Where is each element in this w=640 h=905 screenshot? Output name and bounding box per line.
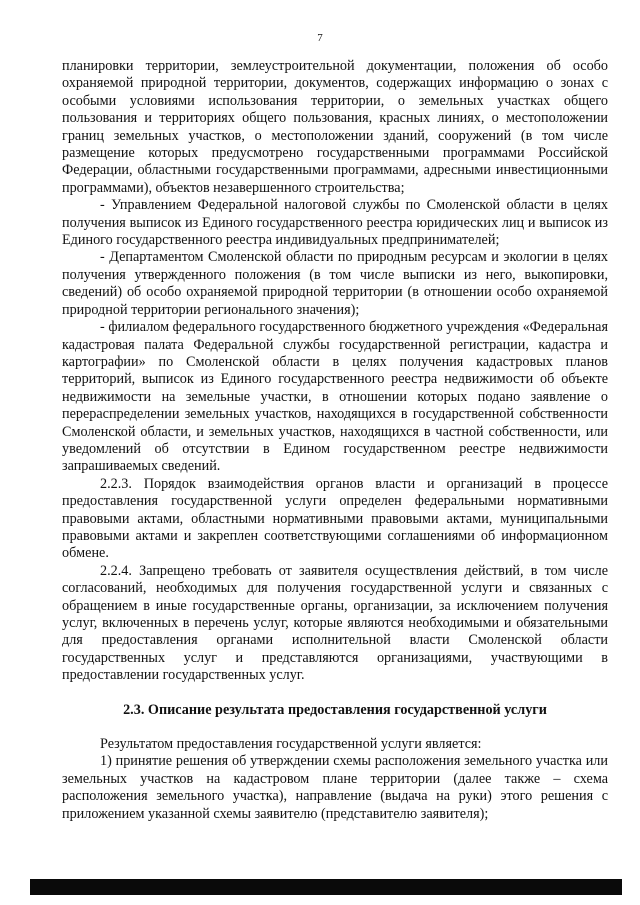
paragraph-2-2-4: 2.2.4. Запрещено требовать от заявителя осуществления действий, в том числе согласований, необходимых для получения государственной услуги и связанных с обращением в иные государственные органы, организации, за исключением получения услуг, включенных в перечень услуг, которые являются необходимыми и обязательными для предоставления органами исполнительной власти Смоленской области государственных услуг и представляются организациями, участвующими в предоставлении государственных услуг. [62,562,608,684]
document-body [62,58,608,823]
paragraph-natural-resources-department: - Департаментом Смоленской области по природным ресурсам и экологии в целях получения утвержденного положения (в том числе выписки из него, выкопировки, сведений) об особо охраняемой природной территории (в отношении особо охраняемой природной территории регионального значения); [62,249,608,318]
paragraph-continuation: планировки территории, землеустроительной документации, положения об особо охраняемой природной территории, документов, содержащих информацию о зонах с особыми условиями использования территории, о земельных участках общего пользования и территориях общего пользования, красных линиях, о местоположении границ земельных участков, о местоположении зданий, сооружений (в том числе размещение которых предусмотрено государственными программами Российской Федерации, областными государственными программами, адресными инвестиционными программами), объектов незавершенного строительства; [62,58,608,196]
page-number: 7 [317,32,323,44]
paragraph-tax-service: - Управлением Федеральной налоговой службы по Смоленской области в целях получения выписок из Единого государственного реестра юридических лиц и выписок из Единого государственного реестра индивидуальных предпринимателей; [62,197,608,249]
paragraph-cadastral-chamber: - филиалом федерального государственного бюджетного учреждения «Федеральная кадастровая палата Федеральной службы государственной регистрации, кадастра и картографии» по Смоленской области в целях получения кадастровых планов территорий, выписок из Единого государственного реестра недвижимости об объекте недвижимости на земельные участки, в отношении которых подано заявление о перераспределении земельных участков, находящихся в государственной собственности Смоленской области, и земельных участков, находящихся в частной собственности, или уведомлений об отсутствии в Едином государственном реестре недвижимости запрашиваемых сведений. [62,319,608,475]
paragraph-2-2-3: 2.2.3. Порядок взаимодействия органов власти и организаций в процессе предоставления государственной услуги определен федеральными нормативными правовыми актами, областными нормативными правовыми актами, муниципальными правовыми актами и закреплен соответствующими соглашениями об информационном обмене. [62,475,608,562]
section-heading-2-3: 2.3. Описание результата предоставления государственной услуги [123,701,547,718]
scan-bottom-edge [30,879,622,895]
paragraph-result-item-1: 1) принятие решения об утверждении схемы расположения земельного участка или земельных участков на кадастровом плане территории (далее также – схема расположения земельного участка), направление (выдача на руки) этого решения с приложением указанной схемы заявителю (представителю заявителя); [62,753,608,822]
paragraph-result-intro: Результатом предоставления государственной услуги является: [100,736,482,753]
